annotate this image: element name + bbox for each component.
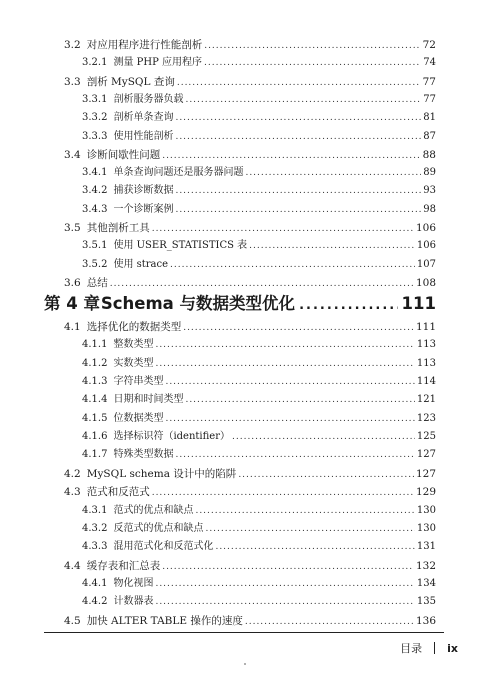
- toc-entry-number: 3.4: [64, 148, 81, 161]
- toc-entry-title: 范式的优点和缺点: [113, 504, 194, 516]
- toc-entry-title: 对应用程序进行性能剖析: [86, 39, 203, 51]
- leader-dots: [205, 522, 414, 536]
- toc-entry-title: 剖析 MySQL 查询: [86, 75, 175, 88]
- toc-entry-number: 4.1.6: [82, 431, 108, 443]
- leader-dots: [245, 615, 414, 629]
- toc-entry-page-number: 135: [416, 596, 436, 608]
- chapter-heading[interactable]: [44, 294, 436, 316]
- leader-dots: [152, 222, 414, 236]
- leader-dots: [195, 504, 414, 518]
- toc-entry-number: 4.3.1: [82, 504, 108, 516]
- toc-entry-title: 物化视图: [113, 577, 154, 589]
- toc-entry-page-number: 111: [415, 321, 436, 333]
- toc-entry-page-number: 129: [415, 486, 436, 499]
- toc-entry-number: 3.3.1: [82, 93, 108, 105]
- toc-entry-title: 反范式的优点和缺点: [113, 522, 204, 534]
- toc-entry-title: 剖析服务器负载: [113, 93, 184, 105]
- leader-dots: [175, 203, 421, 217]
- toc-entry[interactable]: [64, 467, 436, 482]
- toc-entry-page-number: 93: [423, 185, 436, 197]
- leader-dots: [175, 448, 414, 462]
- toc-entry-title: 位数据类型: [113, 412, 164, 424]
- toc-entry-title: 计数器表: [113, 596, 154, 608]
- toc-entry-number: 4.1.1: [82, 339, 108, 351]
- toc-entry-page-number: 77: [422, 75, 436, 88]
- toc-entry-page-number: 131: [416, 541, 436, 553]
- toc-entry-page-number: 127: [416, 449, 436, 461]
- toc-entry-page-number: 121: [416, 394, 436, 406]
- toc-entry[interactable]: [64, 485, 436, 500]
- toc-entry-page-number: 72: [422, 39, 436, 51]
- toc-entry-number: 4.4.2: [82, 596, 108, 608]
- toc-entry-page-number: 136: [415, 614, 436, 627]
- toc-entry-page-number: 113: [416, 357, 436, 369]
- toc-entry-number: 4.1.4: [82, 394, 108, 406]
- toc-entry[interactable]: [82, 166, 436, 180]
- toc-entry[interactable]: [82, 239, 436, 253]
- toc-entry-page-number: 87: [423, 130, 436, 142]
- toc-entry[interactable]: [82, 577, 436, 591]
- toc-entry[interactable]: [64, 221, 436, 236]
- toc-entry-title: 一个诊断案例: [113, 203, 174, 215]
- toc-entry-number: 4.3.3: [82, 541, 108, 553]
- toc-entry[interactable]: [82, 203, 436, 217]
- toc-entry[interactable]: [82, 338, 436, 352]
- toc-entry-number: 3.6: [64, 276, 81, 289]
- toc-entry-title: 总结: [86, 276, 108, 289]
- toc-entry[interactable]: [82, 393, 436, 407]
- toc-entry-page-number: 114: [416, 376, 436, 388]
- footer-separator: [434, 642, 435, 654]
- leader-dots: [185, 393, 414, 407]
- leader-dots: [175, 111, 421, 125]
- toc-entry-title: 使用 USER_STATISTICS 表: [113, 240, 248, 252]
- toc-entry-title: 混用范式化和反范式化: [113, 541, 214, 553]
- footer-section-label: 目录: [400, 642, 423, 655]
- toc-entry-number: 4.2: [64, 467, 81, 480]
- toc-entry[interactable]: [82, 375, 436, 389]
- toc-entry-title: 日期和时间类型: [113, 394, 184, 406]
- toc-entry[interactable]: [82, 430, 436, 444]
- footer-rule: [44, 632, 444, 633]
- leader-dots: [238, 468, 414, 482]
- toc-entry[interactable]: [64, 276, 436, 291]
- toc-entry-page-number: 106: [416, 240, 436, 252]
- toc-entry[interactable]: [82, 522, 436, 536]
- toc-entry-number: 3.3.3: [82, 130, 108, 142]
- toc-entry[interactable]: [82, 412, 436, 426]
- toc-entry-number: 4.1.3: [82, 376, 108, 388]
- toc-entry-page-number: 108: [415, 276, 436, 289]
- toc-entry-page-number: 88: [422, 148, 436, 161]
- footer-page-number: ix: [447, 641, 458, 655]
- toc-entry-number: 3.5.1: [82, 240, 108, 252]
- leader-dots: [110, 277, 414, 291]
- toc-entry[interactable]: [82, 595, 436, 609]
- toc-entry-number: 3.2.1: [82, 57, 108, 69]
- toc-entry[interactable]: [82, 56, 436, 70]
- leader-dots: [204, 56, 421, 70]
- toc-entry-number: 4.5: [64, 614, 81, 627]
- leader-dots: [299, 296, 397, 316]
- toc-entry-title: 剖析单条查询: [113, 112, 174, 124]
- toc-entry-title: 单条查询问题还是服务器问题: [113, 167, 244, 179]
- toc-entry[interactable]: [82, 504, 436, 518]
- toc-entry-number: 3.3: [64, 75, 81, 88]
- toc-entry-number: 4.1.7: [82, 449, 108, 461]
- toc-entry-page-number: 130: [416, 504, 436, 516]
- leader-dots: [165, 375, 414, 389]
- toc-entry-page-number: 89: [423, 167, 436, 179]
- toc-entry-number: 3.5: [64, 222, 81, 234]
- toc-entry-page-number: 125: [416, 431, 436, 443]
- toc-entry-title: 整数类型: [113, 339, 154, 351]
- leader-dots: [175, 130, 421, 144]
- toc-entry-title: 范式和反范式: [86, 486, 150, 499]
- toc-entry-number: 3.2: [64, 39, 81, 51]
- leader-dots: [155, 577, 414, 591]
- toc-entry-number: 4.1: [64, 321, 81, 333]
- toc-entry-title: 其他剖析工具: [86, 222, 150, 234]
- leader-dots: [185, 93, 421, 107]
- leader-dots: [177, 76, 421, 90]
- toc-entry-page-number: 134: [416, 577, 436, 589]
- toc-entry-page-number: 123: [416, 412, 436, 424]
- leader-dots: [162, 560, 414, 574]
- toc-entry-title: 选择标识符（identifier）: [113, 431, 230, 443]
- toc-entry-page-number: 113: [416, 339, 436, 351]
- toc-entry-title: 捕获诊断数据: [113, 185, 174, 197]
- toc-entry-number: 4.3.2: [82, 522, 108, 534]
- toc-entry-number: 4.1.5: [82, 412, 108, 424]
- toc-entry-title: 缓存表和汇总表: [86, 559, 161, 572]
- toc-entry-number: 4.1.2: [82, 357, 108, 369]
- chapter-title: Schema 与数据类型优化: [100, 294, 296, 313]
- leader-dots: [155, 357, 414, 371]
- leader-dots: [175, 184, 421, 198]
- toc-entry[interactable]: [64, 320, 436, 335]
- leader-dots: [155, 338, 414, 352]
- toc-entry-title: 选择优化的数据类型: [86, 321, 182, 333]
- chapter-label: 第 4 章: [44, 294, 100, 313]
- toc-entry[interactable]: [82, 111, 436, 125]
- toc-entry-number: 3.5.2: [82, 258, 108, 270]
- toc-entry-page-number: 98: [423, 203, 436, 215]
- toc-entry-page-number: 107: [416, 258, 436, 270]
- toc-entry-page-number: 77: [423, 93, 436, 105]
- leader-dots: [162, 149, 420, 163]
- toc-entry[interactable]: [82, 184, 436, 198]
- toc-entry-page-number: 127: [415, 467, 436, 480]
- toc-entry-number: 4.4: [64, 559, 81, 572]
- toc-entry-title: 加快 ALTER TABLE 操作的速度: [86, 614, 243, 627]
- toc-entry-title: 测量 PHP 应用程序: [113, 57, 202, 69]
- leader-dots: [249, 239, 415, 253]
- toc-entry[interactable]: [82, 448, 436, 462]
- chapter-page-number: 111: [401, 294, 436, 313]
- toc-entry[interactable]: [82, 130, 436, 144]
- leader-dots: [215, 540, 414, 554]
- toc-entry-title: 字符串类型: [113, 376, 164, 388]
- leader-dots: [155, 595, 414, 609]
- leader-dots: [152, 486, 414, 500]
- toc-entry[interactable]: [64, 38, 436, 53]
- toc-entry[interactable]: [82, 93, 436, 107]
- scan-speck: [244, 663, 246, 665]
- toc-entry[interactable]: [82, 540, 436, 554]
- toc-entry-title: 诊断间歇性问题: [86, 148, 161, 161]
- toc-entry-number: 3.4.2: [82, 185, 108, 197]
- toc-entry-title: MySQL schema 设计中的陷阱: [86, 467, 237, 480]
- toc-entry-title: 实数类型: [113, 357, 154, 369]
- toc-entry-page-number: 106: [415, 222, 436, 234]
- toc-entry-number: 4.4.1: [82, 577, 108, 589]
- toc-entry[interactable]: [64, 559, 436, 574]
- toc-entry-number: 4.3: [64, 486, 81, 499]
- leader-dots: [204, 39, 420, 53]
- leader-dots: [165, 412, 414, 426]
- toc-entry[interactable]: [64, 148, 436, 163]
- toc-entry[interactable]: [64, 75, 436, 90]
- toc-entry-title: 特殊类型数据: [113, 449, 174, 461]
- toc-entry-number: 3.3.2: [82, 112, 108, 124]
- toc-entry-number: 3.4.1: [82, 167, 108, 179]
- page-footer: [400, 640, 458, 656]
- leader-dots: [232, 430, 415, 444]
- toc-entry-title: 使用 strace: [113, 258, 169, 270]
- leader-dots: [245, 166, 421, 180]
- leader-dots: [183, 321, 414, 335]
- toc-entry[interactable]: [64, 614, 436, 629]
- leader-dots: [170, 258, 415, 272]
- toc-entry-page-number: 132: [415, 559, 436, 572]
- toc-entry[interactable]: [82, 357, 436, 371]
- toc-entry-number: 3.4.3: [82, 203, 108, 215]
- toc-entry[interactable]: [82, 258, 436, 272]
- toc-entry-title: 使用性能剖析: [113, 130, 174, 142]
- toc-entry-page-number: 74: [423, 57, 436, 69]
- toc-entry-page-number: 130: [416, 522, 436, 534]
- toc-entry-page-number: 81: [423, 112, 436, 124]
